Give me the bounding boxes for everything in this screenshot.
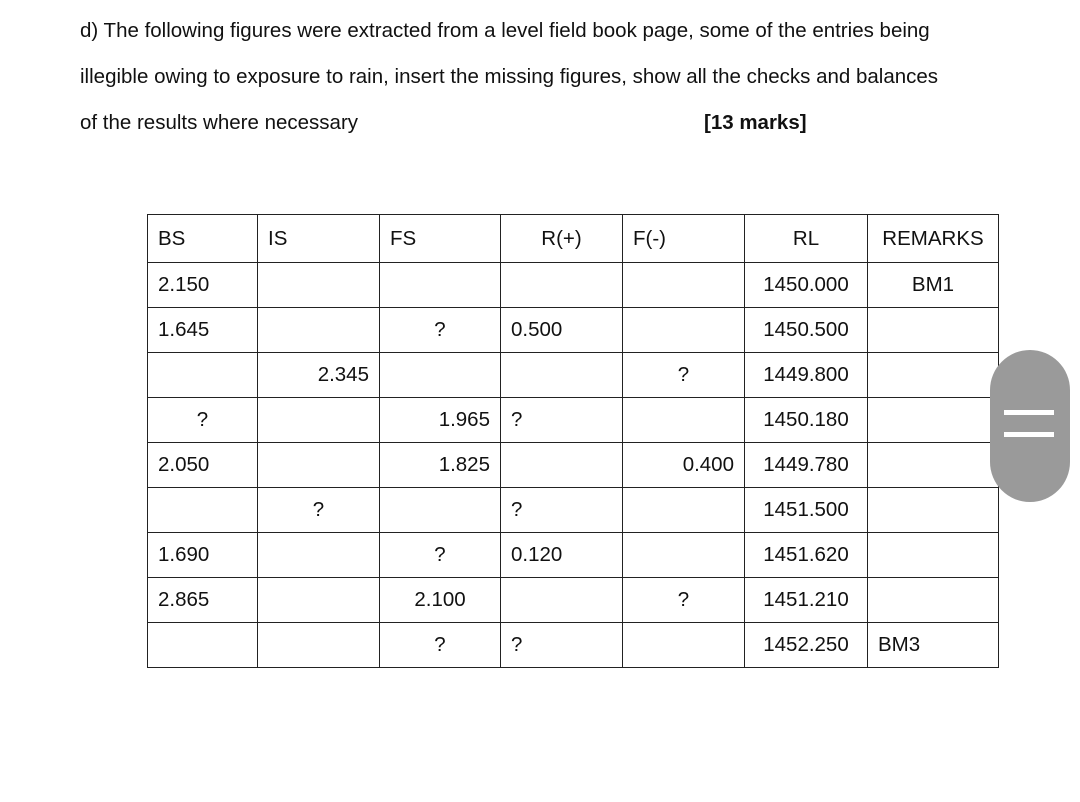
scroll-handle[interactable] (990, 350, 1070, 502)
cell-is (258, 308, 380, 353)
header-remarks: REMARKS (868, 215, 999, 263)
cell-rise (501, 263, 623, 308)
table-header-row (148, 215, 999, 263)
cell-rise (501, 578, 623, 623)
cell-is (258, 263, 380, 308)
cell-is (258, 578, 380, 623)
table-row (148, 488, 999, 533)
cell-bs: 2.050 (148, 443, 258, 488)
cell-remarks: BM3 (868, 623, 999, 668)
cell-fall (623, 308, 745, 353)
cell-is (258, 533, 380, 578)
cell-remarks (868, 443, 999, 488)
cell-rl: 1451.620 (745, 533, 868, 578)
cell-bs: 2.150 (148, 263, 258, 308)
header-is: IS (258, 215, 380, 263)
header-bs: BS (148, 215, 258, 263)
cell-fs (380, 353, 501, 398)
cell-fs: ? (380, 533, 501, 578)
cell-bs: 1.690 (148, 533, 258, 578)
table-row (148, 398, 999, 443)
cell-rl: 1450.500 (745, 308, 868, 353)
cell-bs (148, 488, 258, 533)
cell-bs (148, 353, 258, 398)
cell-bs: 2.865 (148, 578, 258, 623)
cell-remarks (868, 533, 999, 578)
table-row (148, 578, 999, 623)
cell-fs: 2.100 (380, 578, 501, 623)
question-line-3-text: of the results where necessary (80, 111, 359, 134)
cell-fall (623, 398, 745, 443)
cell-rl: 1450.000 (745, 263, 868, 308)
cell-fall: ? (623, 578, 745, 623)
table-row (148, 623, 999, 668)
cell-rl: 1451.210 (745, 578, 868, 623)
table-row (148, 443, 999, 488)
cell-is (258, 623, 380, 668)
cell-fs (380, 263, 501, 308)
cell-fs: ? (380, 308, 501, 353)
cell-rise: 0.500 (501, 308, 623, 353)
cell-fs: ? (380, 623, 501, 668)
question-line-1: d) The following figures were extracted from a level field book page, some of the entries being (80, 19, 930, 42)
cell-fall (623, 533, 745, 578)
header-fs: FS (380, 215, 501, 263)
cell-fall: ? (623, 353, 745, 398)
question-line-2: illegible owing to exposure to rain, insert the missing figures, show all the checks and balances (80, 65, 939, 88)
cell-remarks (868, 353, 999, 398)
cell-is: ? (258, 488, 380, 533)
cell-bs: ? (148, 398, 258, 443)
cell-bs (148, 623, 258, 668)
cell-fs (380, 488, 501, 533)
cell-rise: ? (501, 488, 623, 533)
question-text (80, 8, 1020, 146)
header-rl: RL (745, 215, 868, 263)
cell-remarks: BM1 (868, 263, 999, 308)
cell-rl: 1452.250 (745, 623, 868, 668)
cell-fs: 1.965 (380, 398, 501, 443)
cell-fall (623, 488, 745, 533)
cell-rise (501, 353, 623, 398)
cell-rl: 1449.800 (745, 353, 868, 398)
cell-remarks (868, 308, 999, 353)
header-fall: F(-) (623, 215, 745, 263)
cell-rise (501, 443, 623, 488)
cell-remarks (868, 578, 999, 623)
marks-label: [13 marks] (704, 111, 807, 134)
table-row (148, 263, 999, 308)
question-line-3 (80, 100, 1020, 146)
table-row (148, 353, 999, 398)
cell-is: 2.345 (258, 353, 380, 398)
cell-is (258, 398, 380, 443)
level-field-book-table (147, 214, 999, 668)
cell-fs: 1.825 (380, 443, 501, 488)
cell-rl: 1451.500 (745, 488, 868, 533)
cell-fall (623, 623, 745, 668)
header-rise: R(+) (501, 215, 623, 263)
table-row (148, 533, 999, 578)
cell-fall (623, 263, 745, 308)
cell-remarks (868, 488, 999, 533)
cell-rise: ? (501, 623, 623, 668)
cell-rise: ? (501, 398, 623, 443)
drag-handle-icon (1004, 410, 1054, 415)
cell-rl: 1449.780 (745, 443, 868, 488)
cell-is (258, 443, 380, 488)
table-row (148, 308, 999, 353)
cell-fall: 0.400 (623, 443, 745, 488)
drag-handle-icon (1004, 432, 1054, 437)
cell-bs: 1.645 (148, 308, 258, 353)
cell-rl: 1450.180 (745, 398, 868, 443)
cell-remarks (868, 398, 999, 443)
cell-rise: 0.120 (501, 533, 623, 578)
